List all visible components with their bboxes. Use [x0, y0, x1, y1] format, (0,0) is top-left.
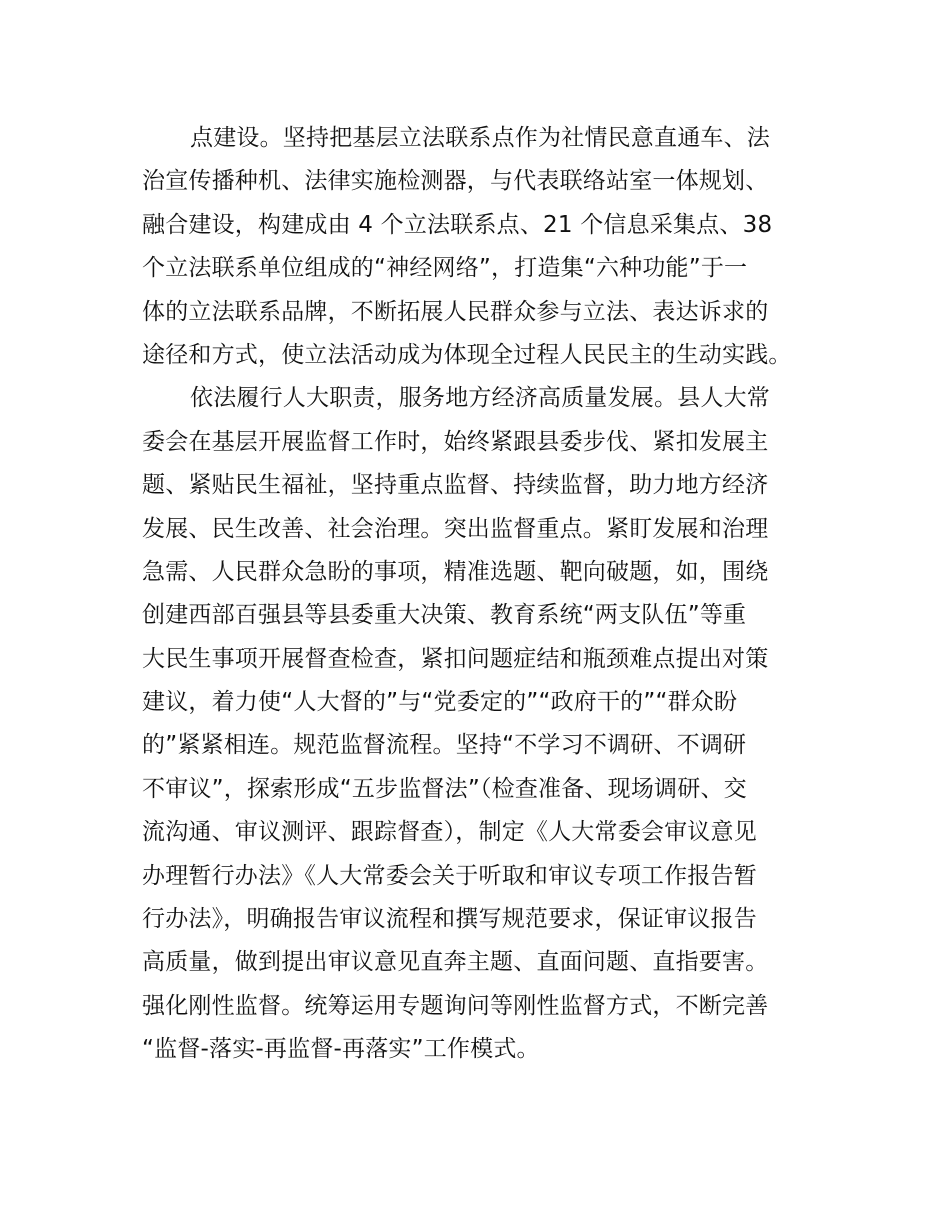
- paragraph-line: 创建西部百强县等县委重大决策、教育系统“两支队伍”等重: [142, 602, 747, 629]
- paragraph-line: 体的立法联系品牌，不断拓展人民群众参与立法、表达诉求的: [142, 298, 769, 325]
- paragraph-line: 大民生事项开展督查检查，紧扣问题症结和瓶颈难点提出对策: [142, 645, 769, 672]
- paragraph-line: 治宣传播种机、法律实施检测器，与代表联络站室一体规划、: [142, 168, 769, 195]
- paragraph-line: 发展、民生改善、社会治理。突出监督重点。紧盯发展和治理: [142, 515, 769, 542]
- paragraph-line: 强化刚性监督。统筹运用专题询问等刚性监督方式，不断完善: [142, 992, 769, 1019]
- paragraph-line: 办理暂行办法》《人大常委会关于听取和审议专项工作报告暂: [142, 862, 757, 889]
- paragraph-line: 依法履行人大职责，服务地方经济高质量发展。县人大常: [190, 385, 770, 412]
- paragraph-line: 的”紧紧相连。规范监督流程。坚持“不学习不调研、不调研: [142, 732, 747, 759]
- paragraph-line: 途径和方式，使立法活动成为体现全过程人民民主的生动实践。: [142, 341, 792, 368]
- document-body: [142, 117, 812, 1072]
- paragraph-line: 行办法》，明确报告审议流程和撰写规范要求，保证审议报告: [142, 906, 757, 933]
- paragraph-line: 融合建设，构建成由 4 个立法联系点、21 个信息采集点、38: [142, 211, 773, 238]
- paragraph-line: 点建设。坚持把基层立法联系点作为社情民意直通车、法: [190, 125, 770, 151]
- paragraph-line: 委会在基层开展监督工作时，始终紧跟县委步伐、紧扣发展主: [142, 428, 769, 455]
- paragraph-1: [142, 117, 812, 377]
- paragraph-line: 题、紧贴民生福祉，坚持重点监督、持续监督，助力地方经济: [142, 472, 769, 499]
- paragraph-line: 高质量，做到提出审议意见直奔主题、直面问题、直指要害。: [142, 949, 769, 976]
- paragraph-line: 急需、人民群众急盼的事项，精准选题、靶向破题，如，围绕: [142, 558, 769, 585]
- paragraph-line: 建议，着力使“人大督的”与“党委定的”“政府干的”“群众盼: [142, 689, 738, 716]
- paragraph-line: 流沟通、审议测评、跟踪督查），制定《人大常委会审议意见: [142, 819, 757, 846]
- paragraph-line: “监督-落实-再监督-再落实”工作模式。: [142, 1036, 540, 1063]
- paragraph-line: 个立法联系单位组成的“神经网络”，打造集“六种功能”于一: [142, 255, 748, 282]
- paragraph-2: [142, 377, 812, 1071]
- paragraph-line: 不审议”，探索形成“五步监督法”（检查准备、现场调研、交: [142, 775, 747, 802]
